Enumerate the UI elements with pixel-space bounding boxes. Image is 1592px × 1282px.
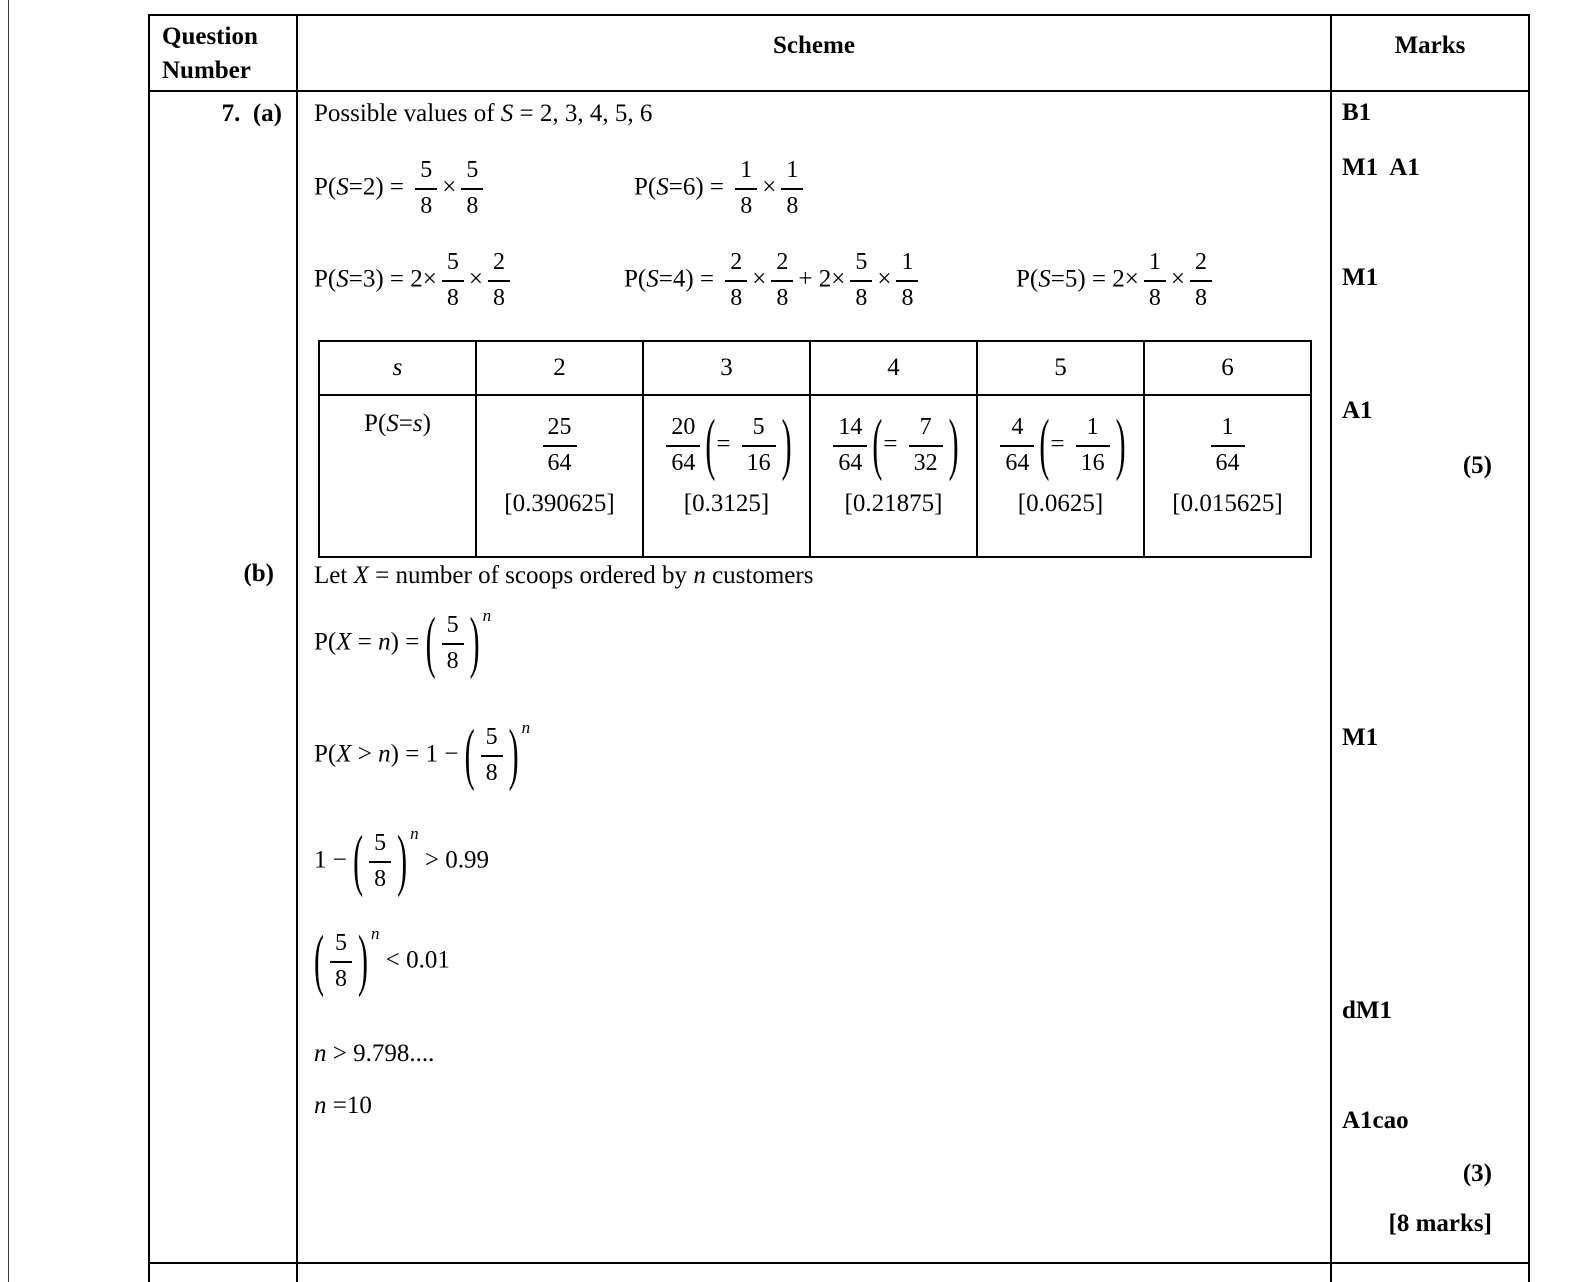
fraction: $\frac{1}{8}$	[735, 157, 757, 220]
prob-table-cell-s2	[475, 396, 642, 556]
parenthesized-group: ( = $\frac{1}{16}$ )	[1039, 406, 1126, 483]
prob-table-header-6: 6	[1143, 342, 1310, 396]
equation-p-s-equals-5: P(S=5) = 2× $\frac{1}{8}$ × $\frac{2}{8}$	[1016, 249, 1217, 312]
exponent: n	[410, 824, 419, 843]
prob-table-header-5: 5	[976, 342, 1143, 396]
fraction: $\frac{1}{8}$	[896, 249, 918, 312]
fraction: $\frac{2}{8}$	[488, 249, 510, 312]
question-part-b-label: (b)	[243, 560, 274, 587]
math-variable: s	[392, 354, 403, 381]
math-variable: s	[412, 410, 423, 437]
prob-fraction-s2	[477, 404, 642, 488]
math-variable: S	[656, 173, 669, 201]
next-row-stub	[150, 1264, 1528, 1282]
prob-fraction-s5	[978, 404, 1143, 488]
equation-p-s-equals-2: P(S=2) = $\frac{5}{8}$ × $\frac{5}{8}$	[314, 157, 488, 220]
n-greater-text: n > 9.798....	[314, 1040, 435, 1067]
prob-table-header-s	[320, 342, 475, 396]
math-variable: n	[378, 740, 391, 768]
math-variable: n	[693, 562, 706, 589]
prob-table-cell-s6	[1143, 396, 1310, 556]
fraction: $\frac{5}{8}$	[461, 157, 483, 220]
math-variable: n	[314, 1040, 327, 1067]
prob-table-cell-s3	[642, 396, 809, 556]
prob-decimal-s2: [0.390625]	[504, 490, 615, 517]
parenthesized-group: ( $\frac{5}{8}$ ) n	[353, 822, 419, 899]
prob-decimal-s6: [0.015625]	[1172, 490, 1283, 517]
equation-p-x-equals-n: P(X = n) = ( $\frac{5}{8}$ ) n	[314, 604, 492, 681]
mark-dm1: dM1	[1342, 997, 1392, 1024]
fraction: $\frac{20}{64}$	[666, 414, 700, 477]
parenthesized-group: ( = $\frac{5}{16}$ )	[705, 406, 792, 483]
n-equals-10-text: n =10	[314, 1092, 372, 1119]
prob-decimal-s4: [0.21875]	[844, 490, 943, 517]
page-edge-line	[8, 0, 9, 1282]
math-variable: S	[336, 265, 349, 293]
let-x-text: Let X = number of scoops ordered by n customers	[314, 562, 814, 589]
possible-values-text: Possible values of S = 2, 3, 4, 5, 6	[314, 100, 653, 127]
prob-table-cell-s5	[976, 396, 1143, 556]
prob-table-header-4: 4	[809, 342, 976, 396]
fraction: $\frac{4}{64}$	[1000, 414, 1034, 477]
math-variable: S	[646, 265, 659, 293]
mark-a1: A1	[1342, 397, 1373, 424]
mark-m1-part-a: M1	[1342, 264, 1379, 291]
fraction: $\frac{5}{8}$	[415, 157, 437, 220]
fraction: $\frac{5}{8}$	[850, 249, 872, 312]
header-marks: Marks	[1394, 32, 1466, 59]
parenthesized-group: ( $\frac{5}{8}$ ) n	[464, 716, 531, 793]
fraction: $\frac{5}{8}$	[330, 930, 352, 993]
marks-cell	[1332, 92, 1528, 1262]
fraction: $\frac{1}{8}$	[781, 157, 803, 220]
fraction: $\frac{2}{8}$	[1190, 249, 1212, 312]
scheme-cell	[298, 92, 1332, 1262]
mark-part-b-total: (3)	[1462, 1160, 1492, 1187]
mark-part-a-total: (5)	[1462, 452, 1492, 479]
equation-p-s-equals-4: P(S=4) = $\frac{2}{8}$ × $\frac{2}{8}$ + 2× $\frac{5}{8}$ × $\frac{1}{8}$	[624, 249, 923, 312]
equation-inequality-099: 1 − ( $\frac{5}{8}$ ) n > 0.99	[314, 822, 489, 899]
fraction: $\frac{5}{8}$	[369, 830, 391, 893]
math-variable: S	[336, 173, 349, 201]
fraction: $\frac{2}{8}$	[725, 249, 747, 312]
question-7-row	[150, 92, 1528, 1264]
mark-m1-a1: M1 A1	[1342, 154, 1420, 181]
exponent: n	[371, 924, 380, 943]
math-variable: n	[314, 1092, 327, 1119]
prob-table-header-2: 2	[475, 342, 642, 396]
table-header-row	[150, 16, 1528, 92]
prob-fraction-s6	[1145, 404, 1310, 488]
parenthesized-group: ( $\frac{5}{8}$ ) n	[314, 922, 380, 999]
fraction: $\frac{7}{32}$	[909, 414, 943, 477]
prob-decimal-s5: [0.0625]	[1017, 490, 1104, 517]
math-variable: X	[336, 628, 352, 656]
next-row-question-cell	[150, 1264, 298, 1282]
fraction: $\frac{1}{64}$	[1211, 414, 1245, 477]
math-variable: X	[336, 740, 352, 768]
fraction: $\frac{25}{64}$	[543, 414, 577, 477]
question-part-a-label: 7. (a)	[221, 100, 282, 127]
prob-table-cell-s4	[809, 396, 976, 556]
next-row-scheme-cell	[298, 1264, 1332, 1282]
header-question-word: Question	[162, 23, 258, 50]
mark-b1: B1	[1342, 99, 1372, 126]
math-variable: n	[378, 628, 391, 656]
parenthesized-group: ( $\frac{5}{8}$ ) n	[425, 604, 492, 681]
equation-p-s-equals-6: P(S=6) = $\frac{1}{8}$ × $\frac{1}{8}$	[634, 157, 808, 220]
prob-table-row-label: P(S=s)	[364, 410, 431, 437]
equation-p-s-equals-3: P(S=3) = 2× $\frac{5}{8}$ × $\frac{2}{8}$	[314, 249, 515, 312]
equation-inequality-001: ( $\frac{5}{8}$ ) n < 0.01	[314, 922, 450, 999]
math-variable: S	[1038, 265, 1051, 293]
header-number-word: Number	[162, 56, 251, 84]
mark-a1cao: A1cao	[1342, 1107, 1409, 1134]
mark-scheme-table	[148, 14, 1530, 1282]
fraction: $\frac{1}{16}$	[1076, 414, 1110, 477]
math-variable: S	[386, 410, 399, 437]
header-scheme: Scheme	[298, 16, 1332, 90]
fraction: $\frac{5}{8}$	[442, 249, 464, 312]
parenthesized-group: ( = $\frac{7}{32}$ )	[872, 406, 959, 483]
exponent: n	[521, 718, 531, 737]
probability-distribution-table	[318, 340, 1312, 558]
prob-table-header-3: 3	[642, 342, 809, 396]
prob-decimal-s3: [0.3125]	[683, 490, 770, 517]
fraction: $\frac{1}{8}$	[1144, 249, 1166, 312]
question-number-cell	[150, 92, 298, 1262]
prob-fraction-s4	[811, 404, 976, 488]
mark-question-total: [8 marks]	[1388, 1210, 1492, 1237]
math-variable: S	[500, 100, 514, 127]
fraction: $\frac{5}{16}$	[742, 414, 776, 477]
fraction: $\frac{5}{8}$	[481, 724, 503, 787]
header-question-number	[150, 16, 298, 90]
math-variable: X	[353, 562, 369, 589]
exponent: n	[482, 606, 492, 625]
fraction: $\frac{5}{8}$	[442, 612, 464, 675]
mark-m1-part-b: M1	[1342, 724, 1379, 751]
fraction: $\frac{2}{8}$	[771, 249, 793, 312]
prob-fraction-s3	[644, 404, 809, 488]
fraction: $\frac{14}{64}$	[833, 414, 867, 477]
equation-p-x-greater-n: P(X > n) = 1 − ( $\frac{5}{8}$ ) n	[314, 716, 531, 793]
next-row-marks-cell	[1332, 1264, 1528, 1282]
